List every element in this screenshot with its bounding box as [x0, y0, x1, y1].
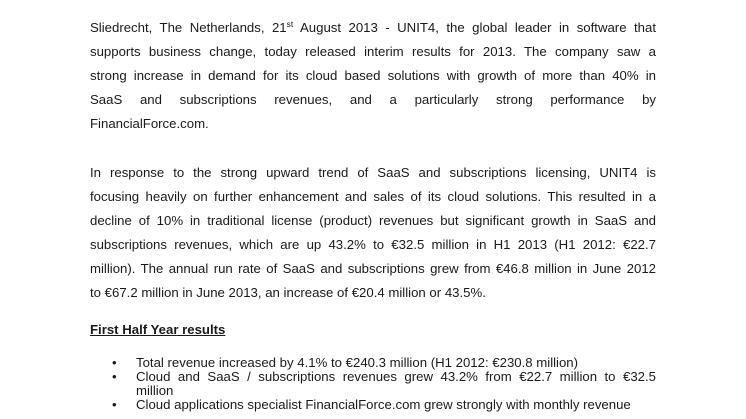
paragraph-line: to €67.2 million in June 2013, an increase of €20.4 million or 43.5%. [90, 285, 486, 300]
paragraph-line [90, 16, 656, 40]
intro-paragraph [90, 16, 656, 136]
response-paragraph [90, 161, 656, 305]
paragraph-line: FinancialForce.com. [90, 116, 209, 131]
text-segment: Sliedrecht, The Netherlands, 21 [90, 20, 287, 35]
bullet-text: Cloud and SaaS / subscriptions revenues grew 43.2% from €22.7 million to €32.5 [136, 369, 656, 384]
paragraph-line: supports business change, today released interim results for 2013. The company saw a [90, 44, 656, 59]
list-item [112, 398, 656, 412]
paragraph-line: focusing heavily on further enhancement and sales of its cloud solutions. This resulted in a [90, 189, 656, 204]
bullet-text: million [136, 383, 174, 398]
paragraph-line: strong increase in demand for its cloud based solutions with growth of more than 40% in [90, 68, 656, 83]
text-segment: August 2013 - UNIT4, the global leader in software that [293, 20, 656, 35]
section-heading: First Half Year results [90, 322, 226, 337]
bullet-icon: • [112, 397, 117, 412]
list-item [112, 356, 656, 370]
results-bullet-list [112, 356, 656, 412]
list-item [112, 370, 656, 398]
paragraph-line: SaaS and subscriptions revenues, and a particularly strong performance by [90, 92, 656, 107]
bullet-icon: • [112, 355, 117, 370]
paragraph-line: decline of 10% in traditional license (product) revenues but significant growth in SaaS and [90, 213, 656, 228]
paragraph-line: subscriptions revenues, which are up 43.2% to €32.5 million in H1 2013 (H1 2012: €22.7 [90, 237, 656, 252]
bullet-text: Total revenue increased by 4.1% to €240.3 million (H1 2012: €230.8 million) [136, 355, 579, 370]
paragraph-line: In response to the strong upward trend of SaaS and subscriptions licensing, UNIT4 is [90, 165, 656, 180]
bullet-text: Cloud applications specialist FinancialForce.com grew strongly with monthly revenue [136, 397, 631, 412]
paragraph-line: million). The annual run rate of SaaS and subscriptions grew from €46.8 million in June 2012 [90, 261, 656, 276]
bullet-icon: • [112, 369, 117, 384]
ordinal-suffix: st [286, 19, 294, 29]
